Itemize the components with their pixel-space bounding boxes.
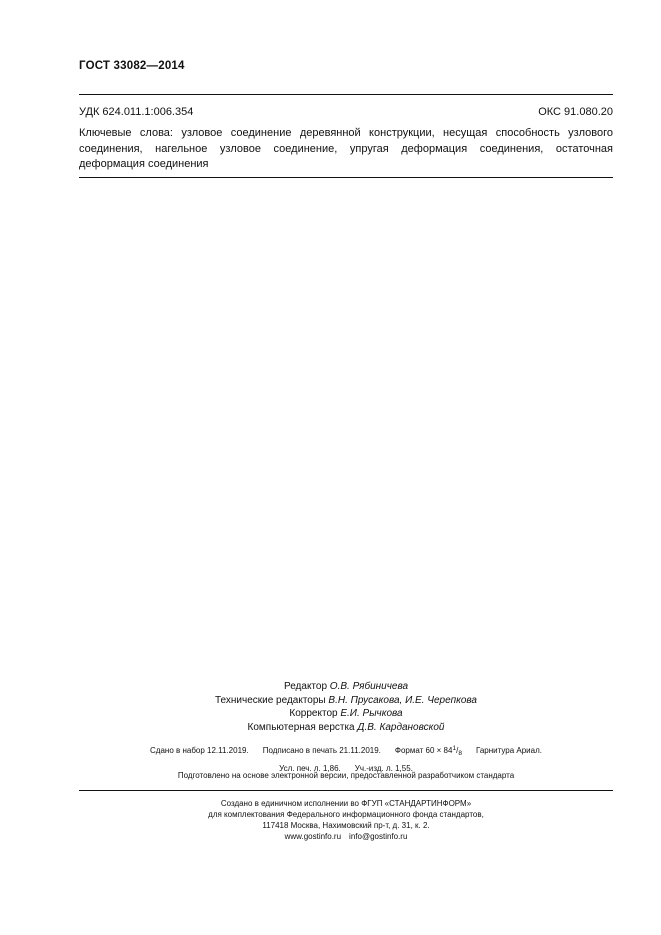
signed-date: Подписано в печать 21.11.2019. <box>262 746 381 755</box>
submitted-date: Сдано в набор 12.11.2019. <box>150 746 249 755</box>
publish-sheets: Уч.-изд. л. 1,55. <box>354 764 413 773</box>
email-link[interactable]: info@gostinfo.ru <box>349 832 408 841</box>
credit-role: Компьютерная верстка <box>247 721 355 733</box>
credit-name: Е.И. Рычкова <box>340 708 403 719</box>
footer-rule <box>79 790 613 791</box>
credit-name: О.В. Рябиничева <box>329 681 409 692</box>
publisher-line-2: для комплектования Федерального информационного фонда стандартов, <box>208 810 484 819</box>
oks-code: ОКС 91.080.20 <box>538 106 613 118</box>
credit-name: Д.В. Кардановской <box>357 721 445 733</box>
credit-proofreader <box>79 707 613 721</box>
publisher-block <box>79 798 613 842</box>
credit-role: Редактор <box>283 681 328 692</box>
credit-tech-editors <box>79 694 613 708</box>
standard-code: ГОСТ 33082—2014 <box>79 60 185 72</box>
publisher-address: 117418 Москва, Нахимовский пр-т, д. 31, к. 2. <box>262 821 430 830</box>
credit-role: Корректор <box>289 708 338 719</box>
keywords-rule <box>79 177 613 178</box>
prepared-note: Подготовлено на основе электронной версии, предоставленной разработчиком стандарта <box>177 771 515 780</box>
publisher-contacts <box>79 831 613 842</box>
credit-name: В.Н. Прусакова, И.Е. Черепкова <box>328 694 477 706</box>
typeface: Гарнитура Ариал. <box>475 746 542 755</box>
udk-code: УДК 624.011.1:006.354 <box>79 106 194 118</box>
credits-block <box>79 680 613 734</box>
header-rule <box>79 94 613 95</box>
keywords-paragraph: Ключевые слова: узловое соединение деревянной конструкции, несущая способность узлового соединения, нагельное узловое соединение, упругая деформация соединения, остаточная деформация соединения <box>79 127 613 170</box>
print-sheets: Усл. печ. л. 1,86. <box>279 764 341 773</box>
credit-editor <box>79 680 613 694</box>
website-link[interactable]: www.gostinfo.ru <box>284 832 342 841</box>
credit-role: Технические редакторы <box>214 694 326 706</box>
publisher-line-1: Создано в единичном исполнении во ФГУП «СТАНДАРТИНФОРМ» <box>220 799 472 808</box>
print-info-line-1 <box>79 741 613 761</box>
credit-layout <box>79 721 613 735</box>
paper-format: Формат $60 \times 84^1/_8$ <box>394 745 462 757</box>
